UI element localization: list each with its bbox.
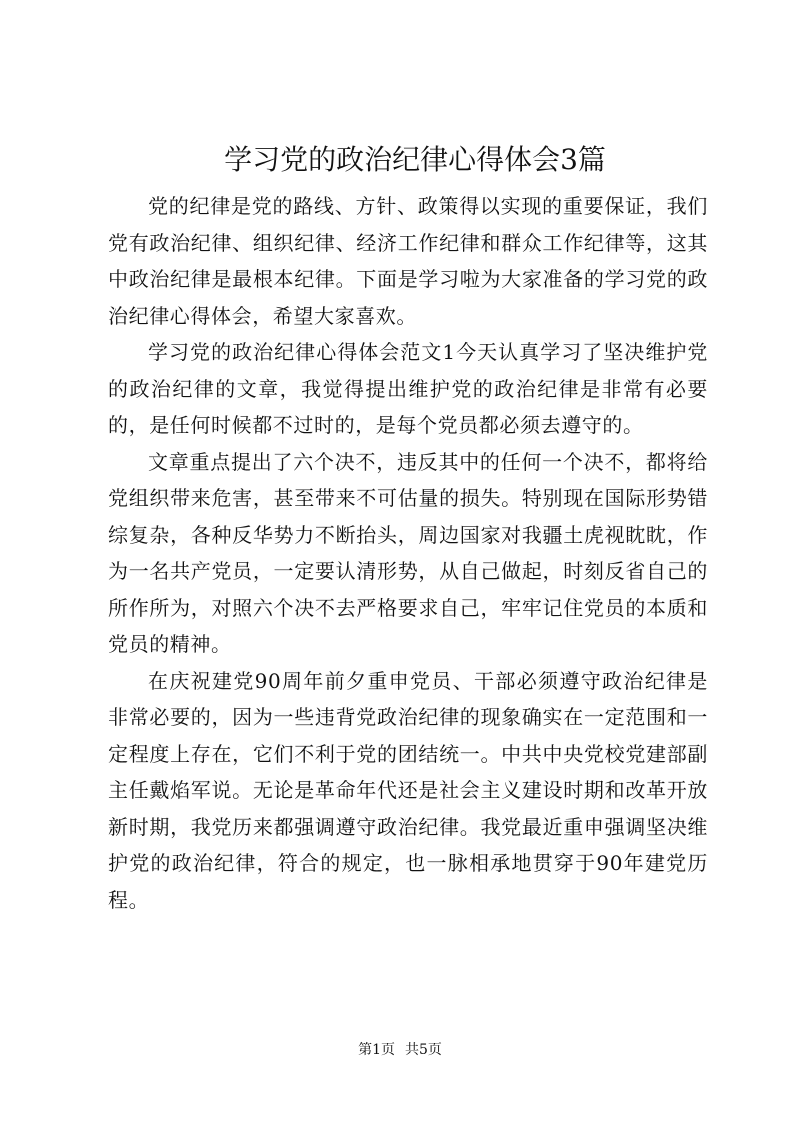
paragraph-intro: 党的纪律是党的路线、方针、政策得以实现的重要保证，我们党有政治纪律、组织纪律、经济工作纪律和群众工作纪律等，这其中政治纪律是最根本纪律。下面是学习啦为大家准备的学习党的政治纪律心得体会，希望大家喜欢。	[108, 194, 708, 328]
page-number: 第1页	[358, 1042, 395, 1058]
page-footer	[0, 1040, 800, 1060]
page-total: 共5页	[405, 1042, 442, 1058]
document-page	[108, 138, 708, 918]
document-title: 学习党的政治纪律心得体会3篇	[224, 143, 606, 176]
paragraph-essay-1: 学习党的政治纪律心得体会范文1今天认真学习了坚决维护党的政治纪律的文章，我觉得提出维护党的政治纪律是非常有必要的，是任何时候都不过时的，是每个党员都必须去遵守的。	[108, 340, 708, 437]
document-body	[108, 188, 708, 918]
paragraph-six-rules: 文章重点提出了六个决不，违反其中的任何一个决不，都将给党组织带来危害，甚至带来不可估量的损失。特别现在国际形势错综复杂，各种反华势力不断抬头，周边国家对我疆土虎视眈眈，作为一名共产党员，一定要认清形势，从自己做起，时刻反省自己的所作所为，对照六个决不去严格要求自己，牢牢记住党员的本质和党员的精神。	[108, 449, 708, 656]
paragraph-anniversary: 在庆祝建党90周年前夕重申党员、干部必须遵守政治纪律是非常必要的，因为一些违背党政治纪律的现象确实在一定范围和一定程度上存在，它们不利于党的团结统一。中共中央党校党建部副主任戴焰军说。无论是革命年代还是社会主义建设时期和改革开放新时期，我党历来都强调遵守政治纪律。我党最近重申强调坚决维护党的政治纪律，符合的规定，也一脉相承地贯穿于90年建党历程。	[108, 668, 708, 912]
